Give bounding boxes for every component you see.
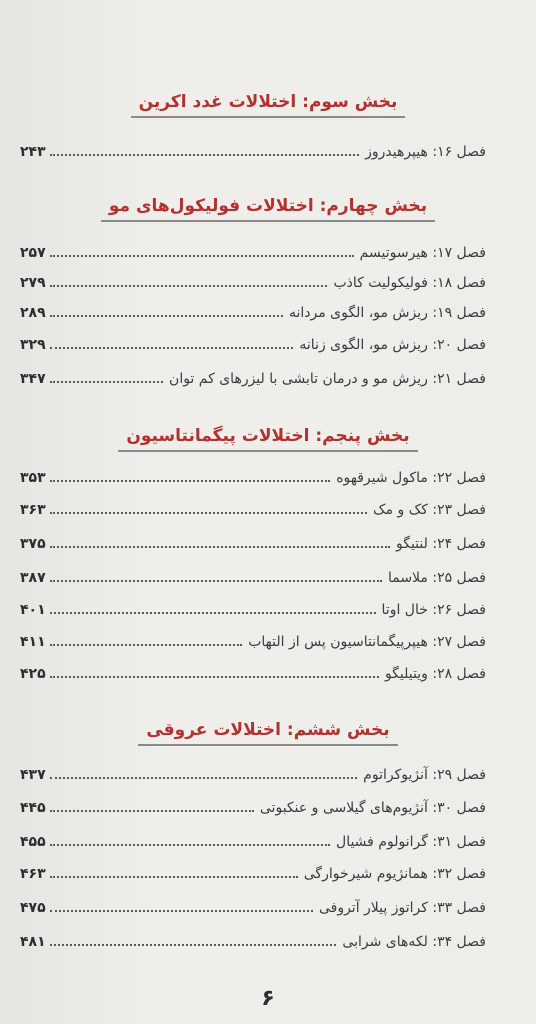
leader-dots: [50, 875, 298, 878]
chapter-label: فصل ۱۹: ریزش مو، الگوی مردانه: [288, 305, 486, 321]
leader-dots: [50, 943, 337, 946]
toc-entry: [20, 329, 486, 353]
toc-entry: [20, 826, 486, 850]
section-heading-text: بخش چهارم: اختلالات فولیکول‌های مو: [101, 196, 435, 222]
chapter-label: فصل ۲۹: آنژیوکراتوم: [363, 767, 486, 783]
toc-entry: [20, 494, 486, 518]
page-number: ۴۵۵: [20, 834, 46, 850]
chapter-label: فصل ۲۰: ریزش مو، الگوی زنانه: [299, 337, 486, 353]
chapter-label: فصل ۳۳: کراتوز پیلار آتروفی: [318, 900, 486, 916]
chapter-label: فصل ۲۴: لنتیگو: [395, 536, 486, 552]
toc-entry: [20, 892, 486, 916]
leader-dots: [50, 314, 283, 317]
toc-entry: [20, 462, 486, 486]
toc-entry: [20, 858, 486, 882]
page-number: ۲۴۳: [20, 144, 46, 160]
toc-entry: [20, 528, 486, 552]
page-number: ۳۲۹: [20, 337, 46, 353]
page-number: ۲۵۷: [20, 245, 46, 261]
chapter-label: فصل ۲۳: کک و مک: [373, 502, 486, 518]
page-number: ۲۷۹: [20, 275, 46, 291]
leader-dots: [50, 545, 390, 548]
page-number: ۳۸۷: [20, 570, 46, 586]
toc-entry: [20, 658, 486, 682]
leader-dots: [50, 776, 358, 779]
toc-entry: [20, 594, 486, 618]
toc-entry: [20, 297, 486, 321]
section-title-pigmentation: [0, 426, 536, 452]
chapter-label: فصل ۳۲: همانژیوم شیرخوارگی: [303, 866, 486, 882]
chapter-label: فصل ۱۷: هیرسوتیسم: [359, 245, 486, 261]
page-number: ۴۱۱: [20, 634, 46, 650]
leader-dots: [50, 843, 330, 846]
chapter-label: فصل ۳۴: لکه‌های شرابی: [342, 934, 486, 950]
page-number: ۴۷۵: [20, 900, 46, 916]
toc-entry: [20, 363, 486, 387]
page-number: ۴۰۱: [20, 602, 46, 618]
page-number: ۳۴۷: [20, 371, 46, 387]
toc-entry: [20, 626, 486, 650]
leader-dots: [50, 909, 313, 912]
section-title-hair-follicles: [0, 196, 536, 222]
section-heading-text: بخش سوم: اختلالات غدد اکرین: [131, 92, 406, 118]
section-title-vascular: [0, 720, 536, 746]
chapter-label: فصل ۲۷: هیپرپیگمانتاسیون پس از التهاب: [248, 634, 486, 650]
chapter-label: فصل ۲۱: ریزش مو و درمان تابشی با لیزرهای کم توان: [169, 371, 486, 387]
page-number: ۳۶۳: [20, 502, 46, 518]
leader-dots: [50, 675, 379, 678]
leader-dots: [50, 254, 354, 257]
chapter-label: فصل ۳۰: آنژیوم‌های گیلاسی و عنکبوتی: [259, 800, 486, 816]
toc-entry: [20, 562, 486, 586]
leader-dots: [50, 346, 294, 349]
toc-entry: [20, 926, 486, 950]
toc-entry: [20, 136, 486, 160]
chapter-label: فصل ۲۶: خال اوتا: [381, 602, 486, 618]
chapter-label: فصل ۱۶: هیپرهیدروز: [365, 144, 486, 160]
chapter-label: فصل ۲۸: ویتیلیگو: [384, 666, 486, 682]
page-number: ۳۷۵: [20, 536, 46, 552]
leader-dots: [50, 284, 328, 287]
chapter-label: فصل ۲۲: ماکول شیرقهوه: [336, 470, 486, 486]
leader-dots: [50, 579, 382, 582]
toc-entry: [20, 237, 486, 261]
page-number: ۲۸۹: [20, 305, 46, 321]
chapter-label: فصل ۳۱: گرانولوم فشیال: [336, 834, 486, 850]
toc-entry: [20, 759, 486, 783]
chapter-label: فصل ۲۵: ملاسما: [387, 570, 486, 586]
leader-dots: [50, 511, 367, 514]
footer-page-number: ۶: [261, 986, 275, 1011]
leader-dots: [50, 809, 254, 812]
leader-dots: [50, 153, 359, 156]
page-number: ۴۴۵: [20, 800, 46, 816]
leader-dots: [50, 643, 243, 646]
page-number: ۴۲۵: [20, 666, 46, 682]
page-number: ۴۸۱: [20, 934, 46, 950]
page-number: ۴۶۳: [20, 866, 46, 882]
toc-entry: [20, 267, 486, 291]
leader-dots: [50, 479, 331, 482]
leader-dots: [50, 611, 376, 614]
chapter-label: فصل ۱۸: فولیکولیت کاذب: [333, 275, 486, 291]
section-heading-text: بخش پنجم: اختلالات پیگمانتاسیون: [118, 426, 417, 452]
toc-entry: [20, 792, 486, 816]
leader-dots: [50, 380, 163, 383]
section-title-eccrine: [0, 92, 536, 118]
section-heading-text: بخش ششم: اختلالات عروقی: [138, 720, 397, 746]
page-number: ۴۳۷: [20, 767, 46, 783]
page-number: ۳۵۳: [20, 470, 46, 486]
